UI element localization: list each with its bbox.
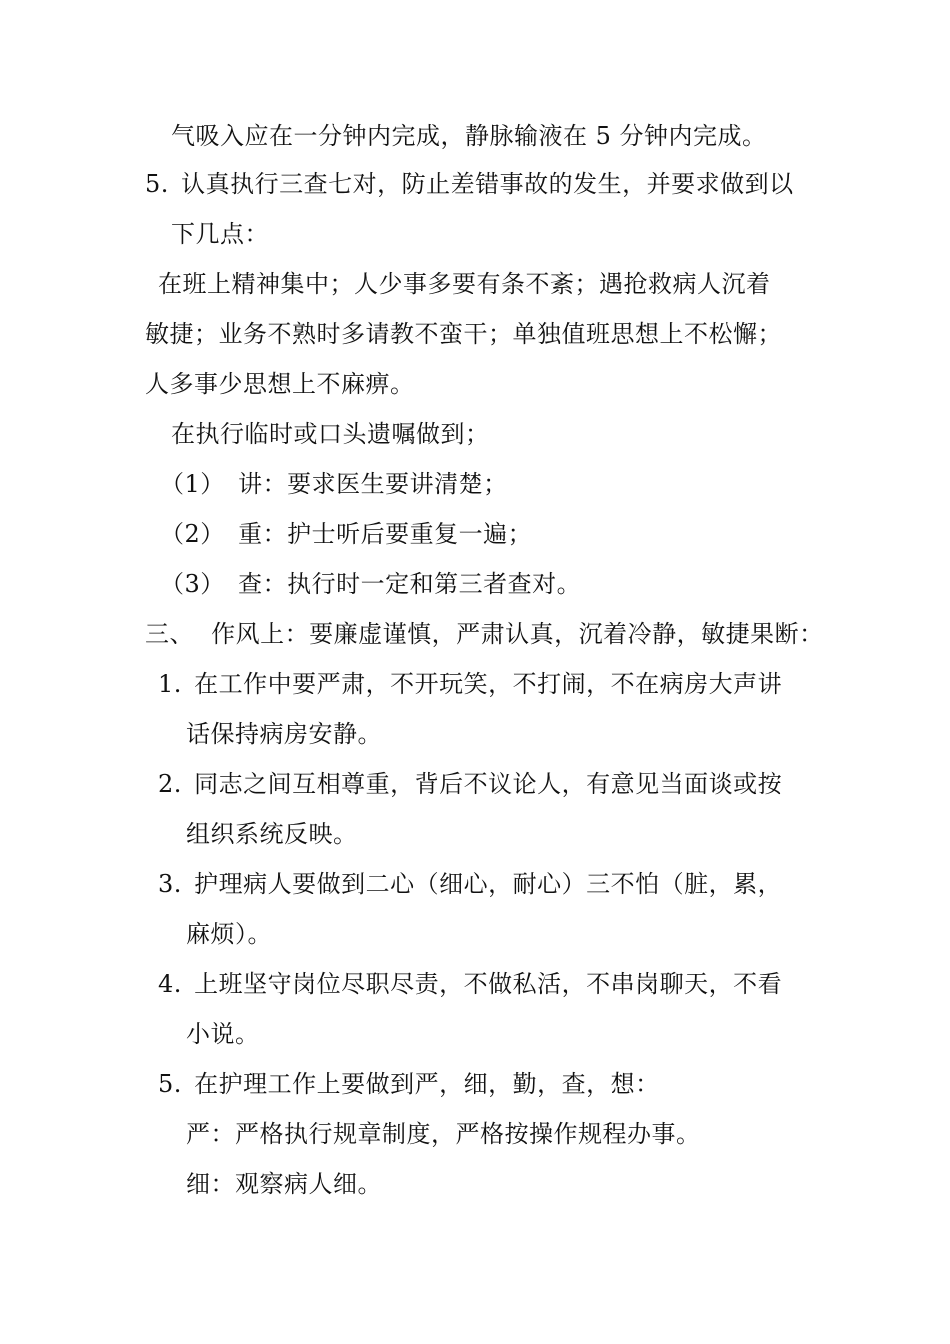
line-text: 话保持病房安静。 [186,720,382,748]
line-text: 查：执行时一定和第三者查对。 [238,570,582,598]
list-number: 3. [158,870,182,898]
text-line [186,1168,382,1200]
text-line [171,120,767,152]
text-line [145,368,415,400]
line-text: 护理病人要做到二心（细心，耐心）三不怕（脏，累， [194,870,783,898]
text-line [186,1018,260,1050]
text-line [186,818,358,850]
list-item-5b [158,1068,660,1100]
line-text: 在班上精神集中；人少事多要有条不紊；遇抢救病人沉着 [158,270,771,298]
line-text: 讲：要求医生要讲清楚； [238,470,508,498]
line-text: 下几点： [171,220,269,248]
sub-item-number: （3） [160,570,225,598]
line-text: 人多事少思想上不麻痹。 [145,370,415,398]
text-line [158,268,771,300]
list-item-1 [158,668,782,700]
sub-item-number: （1） [160,470,225,498]
list-number: 5. [145,170,169,198]
sub-item-1 [160,468,508,500]
list-item-3 [158,868,782,900]
line-text: 严：严格执行规章制度，严格按操作规程办事。 [186,1120,701,1148]
line-text: 小说。 [186,1020,260,1048]
list-number: 1. [158,670,182,698]
line-text: 同志之间互相尊重，背后不议论人，有意见当面谈或按 [194,770,783,798]
list-number: 5. [158,1070,182,1098]
sub-item-2 [160,518,532,550]
text-line [186,1118,701,1150]
line-text: 气吸入应在一分钟内完成，静脉输液在 5 分钟内完成。 [171,122,767,150]
line-text: 认真执行三查七对，防止差错事故的发生，并要求做到以 [181,170,794,198]
line-text: 作风上：要廉虚谨慎，严肃认真，沉着冷静，敏捷果断： [211,620,824,648]
line-text: 上班坚守岗位尽职尽责，不做私活，不串岗聊天，不看 [194,970,783,998]
text-line [186,918,272,950]
text-line [171,218,269,250]
line-text: 重：护士听后要重复一遍； [238,520,533,548]
list-number: 2. [158,770,182,798]
list-item-5 [145,168,794,200]
sub-item-3 [160,568,581,600]
line-text: 在执行临时或口头遗嘱做到； [171,420,490,448]
line-text: 在工作中要严肃，不开玩笑，不打闹，不在病房大声讲 [194,670,783,698]
sub-item-number: （2） [160,520,225,548]
line-text: 敏捷；业务不熟时多请教不蛮干；单独值班思想上不松懈； [145,320,782,348]
list-number: 4. [158,970,182,998]
list-item-4 [158,968,782,1000]
text-line [186,718,382,750]
section-number: 三、 [145,620,194,648]
list-item-2 [158,768,782,800]
line-text: 组织系统反映。 [186,820,358,848]
text-line [171,418,490,450]
line-text: 细：观察病人细。 [186,1170,382,1198]
text-line [145,318,782,350]
line-text: 在护理工作上要做到严，细，勤，查，想： [194,1070,660,1098]
section-heading-3 [145,618,824,650]
line-text: 麻烦）。 [186,920,272,948]
